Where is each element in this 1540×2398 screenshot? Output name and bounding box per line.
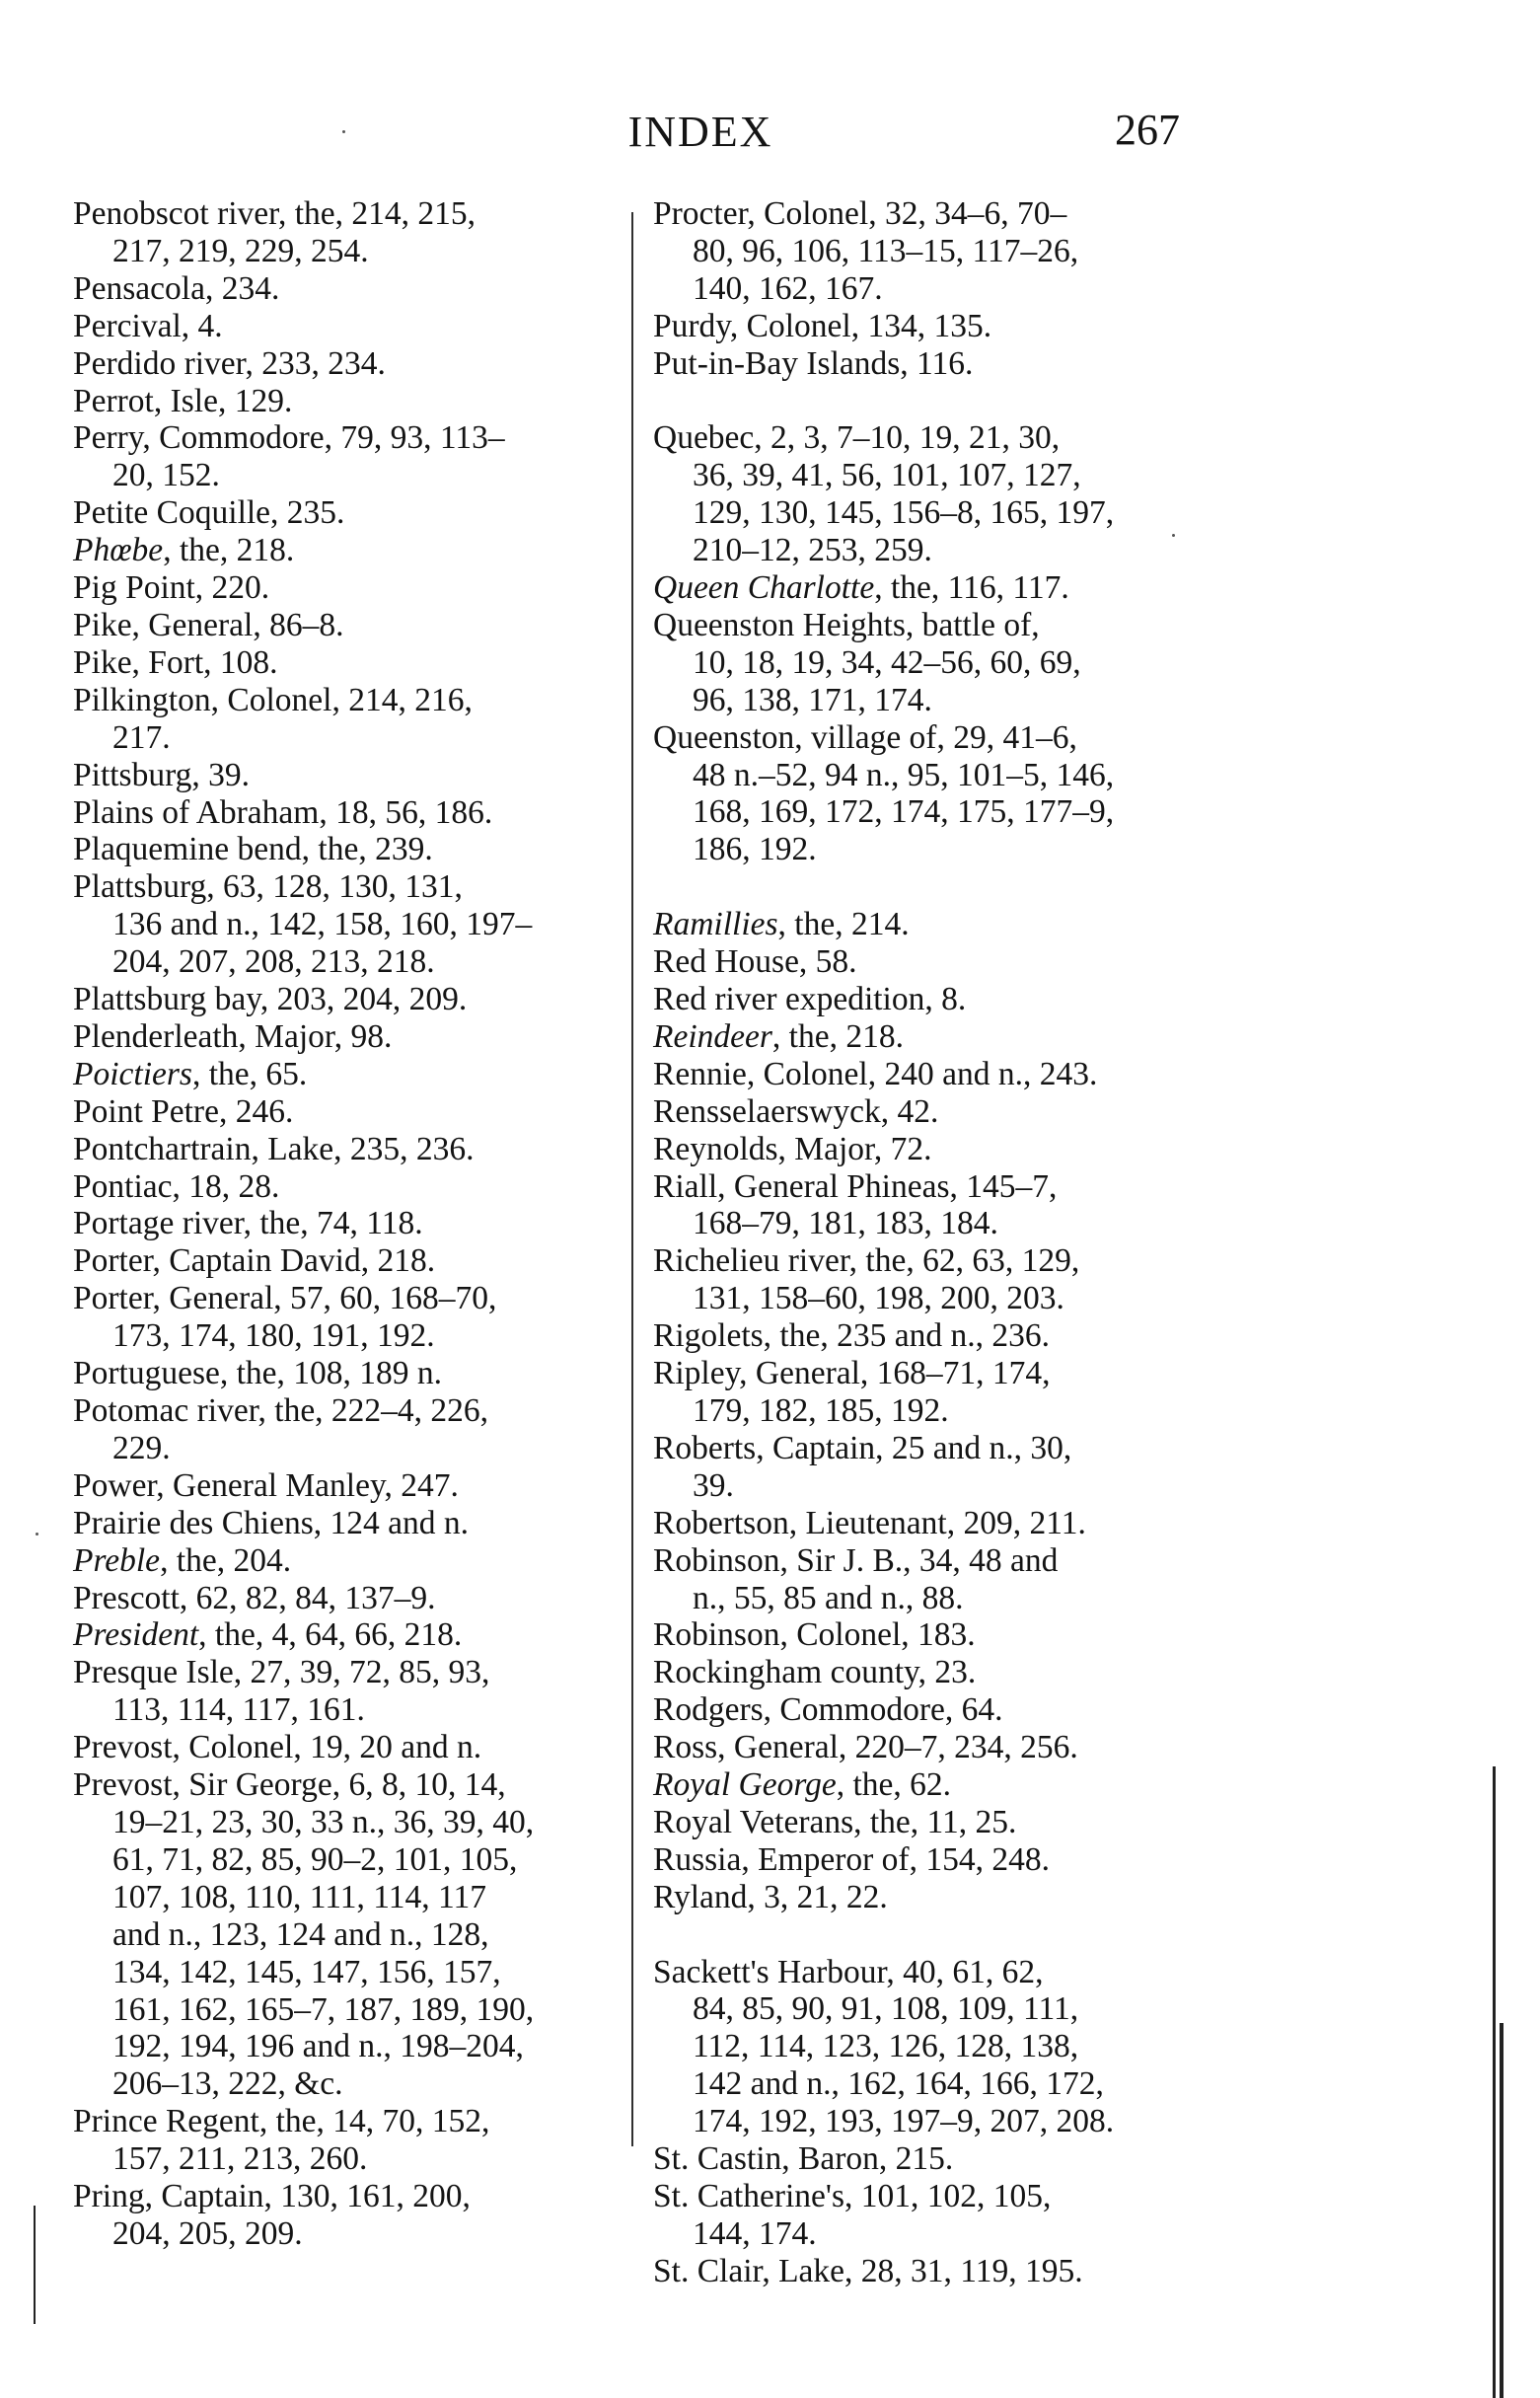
entry-text: Perdido river, 233, 234. [73,344,386,382]
entry-text: Potomac river, the, 222–4, 226, 229. [73,1392,489,1466]
entry-text: Pig Point, 220. [73,569,270,607]
index-entry [73,1616,611,1654]
index-entry [73,308,611,345]
scan-speck [342,130,345,133]
entry-text: Purdy, Colonel, 134, 135. [653,307,992,344]
entry-text: , the, 4, 64, 66, 218. [198,1616,463,1654]
entry-text: Perrot, Isle, 129. [73,382,293,419]
entry-text: Plaquemine bend, the, 239. [73,831,433,868]
index-entry [653,1616,1186,1654]
index-entry [73,1580,611,1617]
entry-text: Quebec, 2, 3, 7–10, 19, 21, 30, 36, 39, 41, 56, 101, 107, 127, 129, 130, 145, 156–8, 165, 197, 210–12, 253, 259. [653,419,1115,569]
entry-italic-title: Phœbe [73,532,164,569]
entry-text: Prevost, Sir George, 6, 8, 10, 14, 19–21, 23, 30, 33 n., 36, 39, 40, 61, 71, 82, 85, 90–2, 101, 105, 107, 108, 110, 111, 114, 117 and n., 123, 124 and n., 128, 134, 142, 145, 147, 156, 157, 161, 162, 165–7, 187, 189, 190, 192, 194, 196 and n., 198–204, 206–13, 222, &c. [73,1766,535,2103]
index-entry [653,1542,1186,1617]
entry-text: Petite Coquille, 235. [73,494,345,532]
entry-text: Ross, General, 220–7, 234, 256. [653,1729,1078,1766]
section-gap [653,1916,1186,1954]
index-entry [73,494,611,532]
index-entry [653,1168,1186,1243]
entry-text: Reynolds, Major, 72. [653,1130,932,1167]
entry-text: St. Castin, Baron, 215. [653,2140,954,2178]
index-entry [73,794,611,832]
page-title: INDEX [627,108,773,156]
entry-text: Rockingham county, 23. [653,1654,977,1691]
entry-italic-title: Queen Charlotte [653,569,875,607]
page-number: 267 [1115,106,1180,154]
entry-text: Porter, General, 57, 60, 168–70, 173, 174, 180, 191, 192. [73,1280,497,1355]
index-entry [73,1205,611,1242]
index-entry [73,831,611,868]
index-entry [73,1280,611,1355]
index-entry [73,2103,611,2178]
index-entry [653,1018,1186,1056]
index-entry [73,607,611,644]
entry-text: St. Catherine's, 101, 102, 105, 144, 174. [653,2177,1052,2252]
index-entry [73,1131,611,1168]
index-entry [73,1168,611,1206]
entry-text: Plattsburg bay, 203, 204, 209. [73,981,468,1018]
entry-text: , the, 116, 117. [874,569,1069,607]
index-entry [653,308,1186,345]
entry-text: Russia, Emperor of, 154, 248. [653,1840,1050,1878]
entry-text: Red river expedition, 8. [653,981,967,1017]
entry-text: Robinson, Colonel, 183. [653,1616,976,1654]
entry-text: Penobscot river, the, 214, 215, 217, 219, 229, 254. [73,195,477,269]
entry-text: Rodgers, Commodore, 64. [653,1691,1003,1729]
index-entry [73,569,611,607]
index-entry [653,1355,1186,1430]
entry-text: Ryland, 3, 21, 22. [653,1878,888,1915]
entry-text: Prescott, 62, 82, 84, 137–9. [73,1579,436,1616]
index-entry [653,1131,1186,1168]
entry-text: Roberts, Captain, 25 and n., 30, 39. [653,1429,1072,1504]
scan-edge-mark [1493,1766,1496,2398]
index-entry [73,270,611,308]
entry-text: , the, 214. [777,906,910,943]
entry-text: Pontchartrain, Lake, 235, 236. [73,1130,475,1167]
entry-text: Pike, General, 86–8. [73,606,344,643]
index-entry [653,1879,1186,1916]
index-entry [73,1018,611,1056]
index-entry [653,2178,1186,2253]
index-entry [653,1430,1186,1505]
entry-text: Rennie, Colonel, 240 and n., 243. [653,1055,1098,1092]
index-entry [653,2253,1186,2290]
column-divider [631,212,633,2146]
entry-italic-title: Royal George [653,1766,837,1804]
entry-text: Perry, Commodore, 79, 93, 113– 20, 152. [73,419,505,494]
index-entry [73,2178,611,2253]
entry-text: Queenston, village of, 29, 41–6, 48 n.–52, 94 n., 95, 101–5, 146, 168, 169, 172, 174, 175, 177–9, 186, 192. [653,718,1115,868]
section-gap [653,868,1186,906]
section-gap [653,383,1186,420]
entry-text: Presque Isle, 27, 39, 72, 85, 93, 113, 114, 117, 161. [73,1654,490,1729]
entry-text: Plenderleath, Major, 98. [73,1017,393,1055]
entry-text: , the, 218. [771,1017,904,1055]
entry-text: Procter, Colonel, 32, 34–6, 70– 80, 96, 106, 113–15, 117–26, 140, 162, 167. [653,195,1079,307]
entry-text: Rensselaerswyck, 42. [653,1092,939,1130]
index-entry [73,1505,611,1542]
entry-italic-title: President [73,1616,199,1654]
entry-text: Prairie des Chiens, 124 and n. [73,1504,470,1541]
scan-speck [1172,534,1175,537]
entry-text: Pilkington, Colonel, 214, 216, 217. [73,681,473,756]
index-entry [653,1317,1186,1355]
index-entry [653,1804,1186,1841]
index-entry [73,682,611,757]
index-entry [73,644,611,682]
index-entry [73,1654,611,1729]
entry-text: Robertson, Lieutenant, 209, 211. [653,1504,1086,1541]
entry-text: Put-in-Bay Islands, 116. [653,344,974,382]
index-entry [653,1766,1186,1804]
entry-text: Percival, 4. [73,307,223,344]
entry-text: St. Clair, Lake, 28, 31, 119, 195. [653,2252,1083,2289]
entry-italic-title: Reindeer [653,1017,772,1055]
entry-text: Ripley, General, 168–71, 174, 179, 182, 185, 192. [653,1355,1051,1429]
entry-text: Sackett's Harbour, 40, 61, 62, 84, 85, 90, 91, 108, 109, 111, 112, 114, 123, 126, 128, 138, 142 and n., 162, 164, 166, 172, 174, 192, 193, 197–9, 207, 208. [653,1953,1115,2140]
index-entry [73,1056,611,1093]
index-entry [653,607,1186,719]
index-entry [73,419,611,494]
scan-edge-mark [1500,2023,1503,2398]
entry-text: Pensacola, 234. [73,269,280,307]
index-entry [653,943,1186,981]
entry-text: Red House, 58. [653,943,857,981]
index-entry [653,1954,1186,2141]
entry-text: Pike, Fort, 108. [73,643,278,681]
entry-text: Prevost, Colonel, 19, 20 and n. [73,1729,482,1766]
index-entry [73,1093,611,1131]
entry-text: , the, 204. [160,1541,292,1579]
index-entry [73,195,611,270]
entry-text: Porter, Captain David, 218. [73,1242,436,1280]
index-entry [73,1467,611,1505]
index-entry [73,1766,611,2103]
entry-text: Robinson, Sir J. B., 34, 48 and n., 55, 85 and n., 88. [653,1541,1059,1616]
entry-text: Plains of Abraham, 18, 56, 186. [73,793,493,831]
index-entry [653,1056,1186,1093]
index-entry [653,195,1186,308]
index-entry [73,868,611,981]
entry-italic-title: Ramillies [653,906,778,943]
index-entry [73,345,611,383]
index-entry [653,569,1186,607]
entry-text: Royal Veterans, the, 11, 25. [653,1803,1017,1840]
index-entry [653,1729,1186,1766]
index-entry [73,1242,611,1280]
index-entry [653,1505,1186,1542]
index-entry [73,1729,611,1766]
index-entry [73,981,611,1018]
index-column-right [653,195,1186,2290]
entry-text: Plattsburg, 63, 128, 130, 131, 136 and n., 142, 158, 160, 197– 204, 207, 208, 213, 218. [73,868,533,981]
index-column-left [73,195,611,2253]
index-entry [73,1542,611,1580]
entry-text: , the, 218. [163,532,295,569]
entry-italic-title: Preble [73,1541,161,1579]
index-entry [73,1355,611,1392]
index-entry [653,345,1186,383]
entry-text: Queenston Heights, battle of, 10, 18, 19, 34, 42–56, 60, 69, 96, 138, 171, 174. [653,606,1081,718]
index-entry [653,1093,1186,1131]
index-entry [653,719,1186,869]
entry-text: , the, 62. [836,1766,952,1804]
entry-text: Pittsburg, 39. [73,756,251,793]
index-entry [73,757,611,794]
index-entry [73,1392,611,1467]
index-entry [653,2140,1186,2178]
index-entry [653,1841,1186,1879]
entry-text: Power, General Manley, 247. [73,1466,459,1504]
entry-text: Rigolets, the, 235 and n., 236. [653,1317,1050,1355]
index-entry [653,1654,1186,1691]
entry-text: Point Petre, 246. [73,1092,294,1130]
entry-text: Portage river, the, 74, 118. [73,1205,423,1242]
entry-text: Prince Regent, the, 14, 70, 152, 157, 211, 213, 260. [73,2103,490,2178]
entry-italic-title: Poictiers [73,1055,192,1092]
entry-text: Richelieu river, the, 62, 63, 129, 131, 158–60, 198, 200, 203. [653,1242,1080,1317]
entry-text: Portuguese, the, 108, 189 n. [73,1355,443,1392]
scan-edge-mark [34,2206,36,2324]
index-entry [653,1242,1186,1317]
index-entry [653,906,1186,943]
index-entry [73,383,611,420]
entry-text: , the, 65. [191,1055,308,1092]
entry-text: Riall, General Phineas, 145–7, 168–79, 181, 183, 184. [653,1167,1058,1242]
entry-text: Pring, Captain, 130, 161, 200, 204, 205, 209. [73,2178,471,2252]
index-entry [653,419,1186,569]
index-entry [653,1691,1186,1729]
scan-speck [36,1533,38,1536]
index-entry [73,532,611,569]
entry-text: Pontiac, 18, 28. [73,1167,280,1205]
index-entry [653,981,1186,1018]
